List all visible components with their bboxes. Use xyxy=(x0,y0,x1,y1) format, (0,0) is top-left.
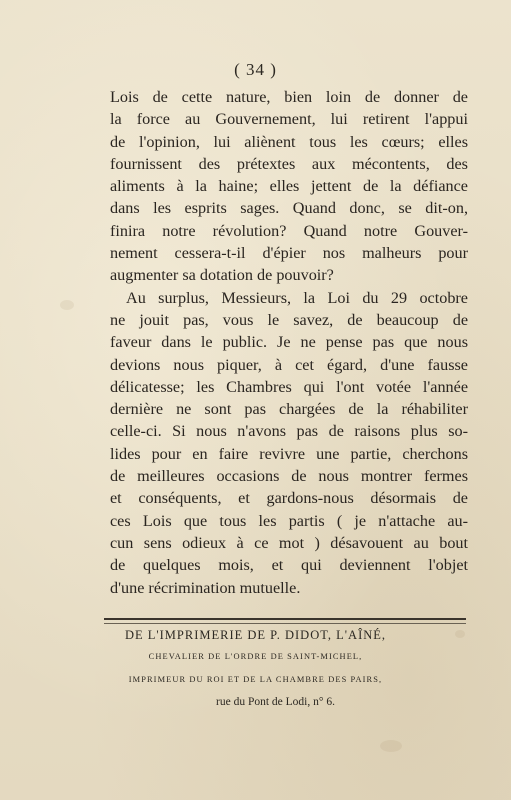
text-line: dernière ne sont pas chargées de la réhabiliter xyxy=(110,400,468,419)
text-line: Lois de cette nature, bien loin de donner de xyxy=(110,88,468,106)
text-line: lides pour en faire revivre une partie, cherchons xyxy=(110,444,468,463)
text-line: nement cessera-t-il d'épier nos malheurs pour xyxy=(110,244,468,263)
text-line: de l'opinion, lui aliènent tous les cœurs; elles xyxy=(110,132,468,151)
text-line: augmenter sa dotation de pouvoir? xyxy=(110,266,334,285)
text-line: faveur dans le public. Je ne pense pas que nous xyxy=(110,333,468,352)
text-line: cun sens odieux à ce mot ) désavouent au bout xyxy=(110,533,468,552)
text-line: la force au Gouvernement, lui retirent l'appui xyxy=(110,110,468,129)
text-line: de quelques mois, et qui deviennent l'objet xyxy=(110,556,468,575)
paper-stain xyxy=(60,300,74,310)
paragraph xyxy=(110,287,468,599)
paper-stain xyxy=(380,740,402,752)
text-line: ces Lois que tous les partis ( je n'attache au- xyxy=(110,511,468,530)
text-line: dans les esprits sages. Quand donc, se dit-on, xyxy=(110,199,468,218)
text-line: délicatesse; les Chambres qui l'ont votée l'année xyxy=(110,377,468,396)
text-line: et conséquents, et gardons-nous désormais de xyxy=(110,489,468,508)
body-text xyxy=(110,86,468,599)
page-number: ( 34 ) xyxy=(234,60,277,79)
footer-rule-thin xyxy=(104,623,466,624)
imprint-title: CHEVALIER DE L'ORDRE DE SAINT-MICHEL, xyxy=(148,652,363,661)
text-line: de meilleures occasions de nous montrer fermes xyxy=(110,467,468,486)
imprint-address: rue du Pont de Lodi, n° 6. xyxy=(216,696,335,708)
text-line: fournissent des prétextes aux mécontents, des xyxy=(110,154,468,173)
footer-rule xyxy=(104,618,466,620)
text-line: devions nous piquer, à cet égard, d'une fausse xyxy=(110,355,468,374)
text-line: Au surplus, Messieurs, la Loi du 29 octobre xyxy=(126,288,468,307)
text-line: aliments à la haine; elles jettent de la défiance xyxy=(110,177,468,196)
text-line: d'une récrimination mutuelle. xyxy=(110,578,301,597)
imprint-printer: DE L'IMPRIMERIE DE P. DIDOT, L'AÎNÉ, xyxy=(124,628,387,642)
paragraph xyxy=(110,86,468,287)
text-line: finira notre révolution? Quand notre Gouver- xyxy=(110,221,468,240)
text-line: ne jouit pas, vous le savez, de beaucoup de xyxy=(110,310,468,329)
imprint-role: IMPRIMEUR DU ROI ET DE LA CHAMBRE DES PAIRS, xyxy=(128,675,383,684)
text-line: celle-ci. Si nous n'avons pas de raisons plus so- xyxy=(110,422,468,441)
